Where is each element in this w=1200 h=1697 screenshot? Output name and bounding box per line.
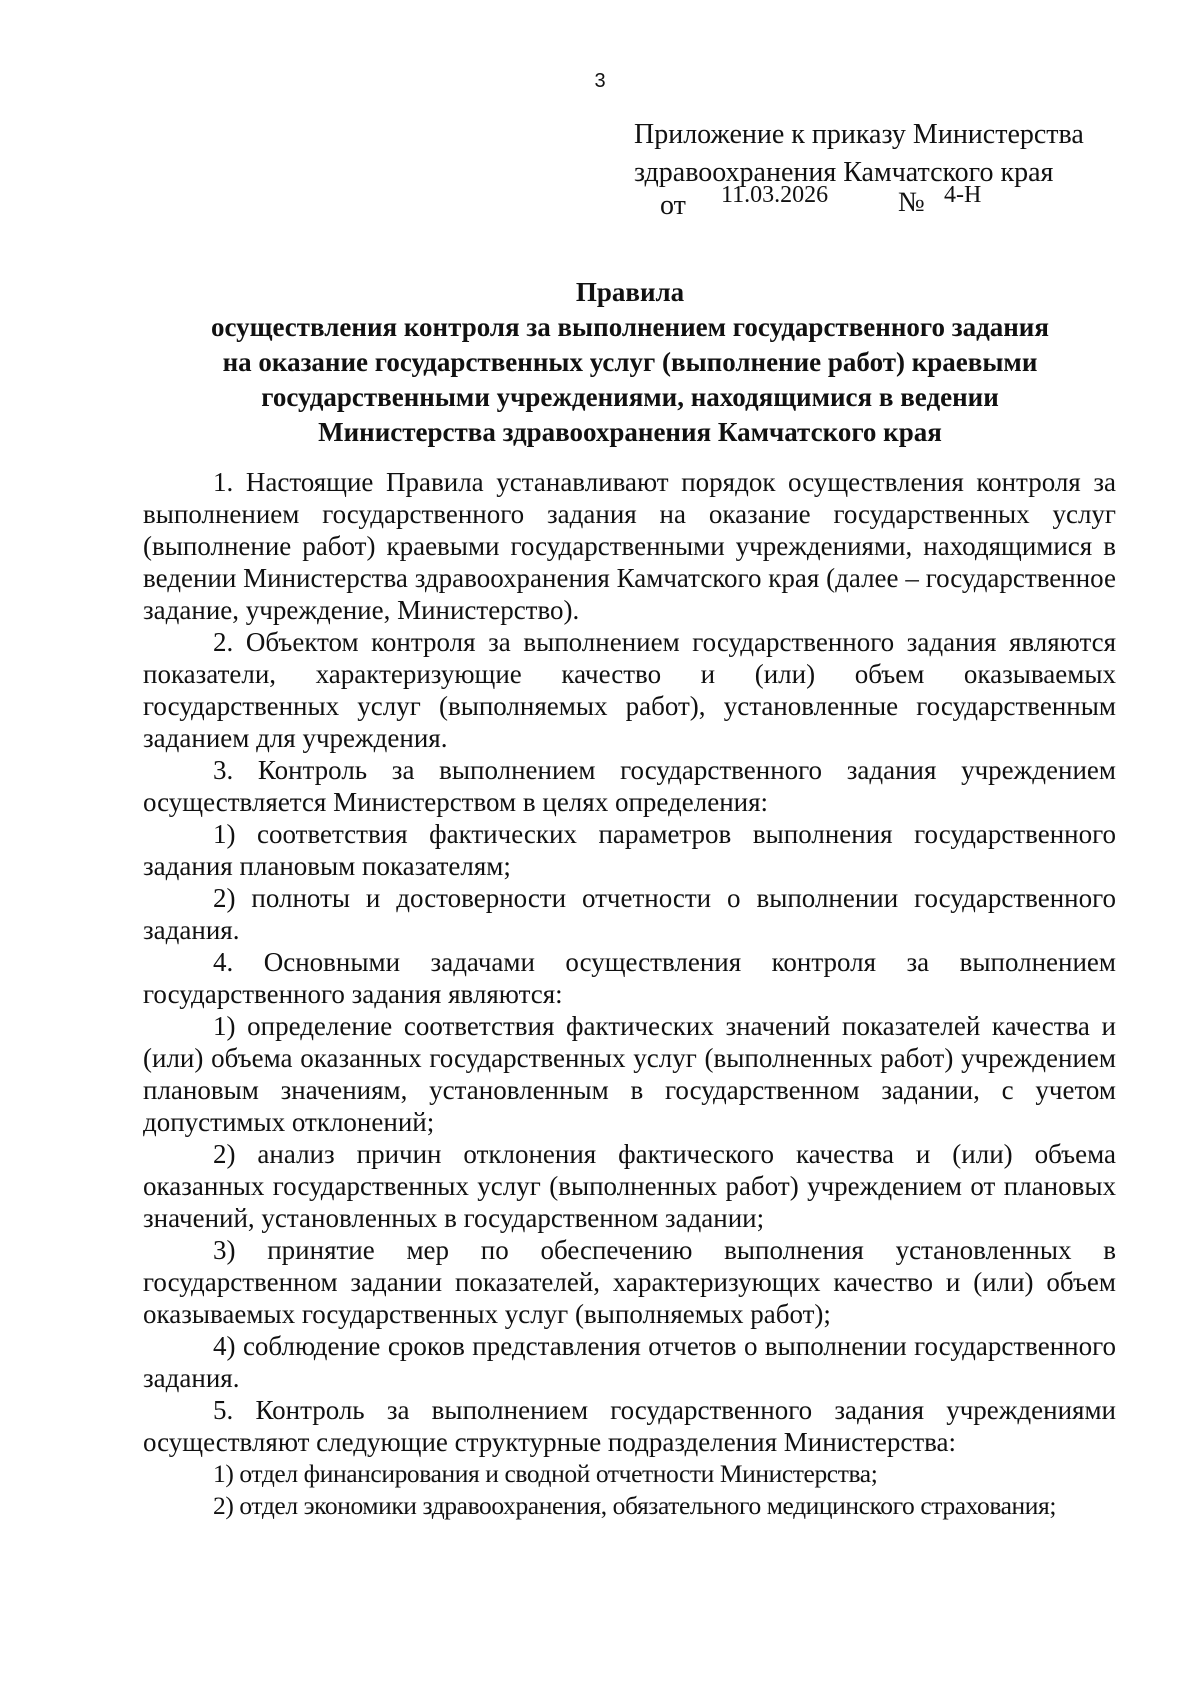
title-line: государственными учреждениями, находящимися в ведении	[261, 382, 999, 412]
title-line: на оказание государственных услуг (выполнение работ) краевыми	[222, 347, 1038, 377]
paragraph-4: 4. Основными задачами осуществления контроля за выполнением государственного задания являются:	[143, 947, 1116, 1009]
order-number-sign: №	[898, 187, 925, 218]
title-line: Правила	[575, 277, 685, 307]
paragraph-3-item-2: 2) полноты и достоверности отчетности о выполнении государственного задания.	[143, 883, 1116, 945]
page-number: 3	[594, 70, 606, 92]
paragraph-4-item-3: 3) принятие мер по обеспечению выполнения установленных в государственном задании показателей, характеризующих качество и (или) объем оказываемых государственных услуг (выполняемых работ);	[143, 1235, 1116, 1329]
document-body	[143, 466, 1116, 1522]
paragraph-5-item-1: 1) отдел финансирования и сводной отчетности Министерства;	[213, 1459, 878, 1488]
title-line: Министерства здравоохранения Камчатского края	[318, 417, 942, 447]
paragraph-4-item-2: 2) анализ причин отклонения фактического качества и (или) объема оказанных государственных услуг (выполненных работ) учреждением от плановых значений, установленных в государственном задании;	[143, 1139, 1116, 1233]
paragraph-2: 2. Объектом контроля за выполнением государственного задания являются показатели, характеризующие качество и (или) объем оказываемых государственных услуг (выполняемых работ), установленные государственным заданием для учреждения.	[143, 627, 1116, 753]
order-details	[0, 182, 1200, 222]
title-line: осуществления контроля за выполнением государственного задания	[211, 312, 1049, 342]
paragraph-5: 5. Контроль за выполнением государственного задания учреждениями осуществляют следующие структурные подразделения Министерства:	[143, 1395, 1116, 1457]
appendix-line: Приложение к приказу Министерства	[634, 119, 1084, 150]
paragraph-4-item-1: 1) определение соответствия фактических значений показателей качества и (или) объема оказанных государственных услуг (выполненных работ) учреждением плановым значениям, установленным в государственном задании, с учетом допустимых отклонений;	[143, 1011, 1116, 1137]
order-from-label: от	[660, 190, 686, 221]
document-title	[140, 275, 1120, 450]
appendix-header	[634, 116, 1084, 192]
order-date: 11.03.2026	[721, 182, 829, 208]
appendix-line: здравоохранения Камчатского края	[634, 157, 1054, 188]
paragraph-3: 3. Контроль за выполнением государственного задания учреждением осуществляется Министерством в целях определения:	[143, 755, 1116, 817]
order-number: 4-Н	[944, 182, 982, 208]
paragraph-4-item-4: 4) соблюдение сроков представления отчетов о выполнении государственного задания.	[143, 1331, 1116, 1393]
paragraph-1: 1. Настоящие Правила устанавливают порядок осуществления контроля за выполнением государственного задания на оказание государственных услуг (выполнение работ) краевыми государственными учреждениями, находящимися в ведении Министерства здравоохранения Камчатского края (далее – государственное задание, учреждение, Министерство).	[143, 467, 1116, 625]
paragraph-3-item-1: 1) соответствия фактических параметров выполнения государственного задания плановым показателям;	[143, 819, 1116, 881]
paragraph-5-item-2: 2) отдел экономики здравоохранения, обязательного медицинского страхования;	[213, 1491, 1057, 1520]
